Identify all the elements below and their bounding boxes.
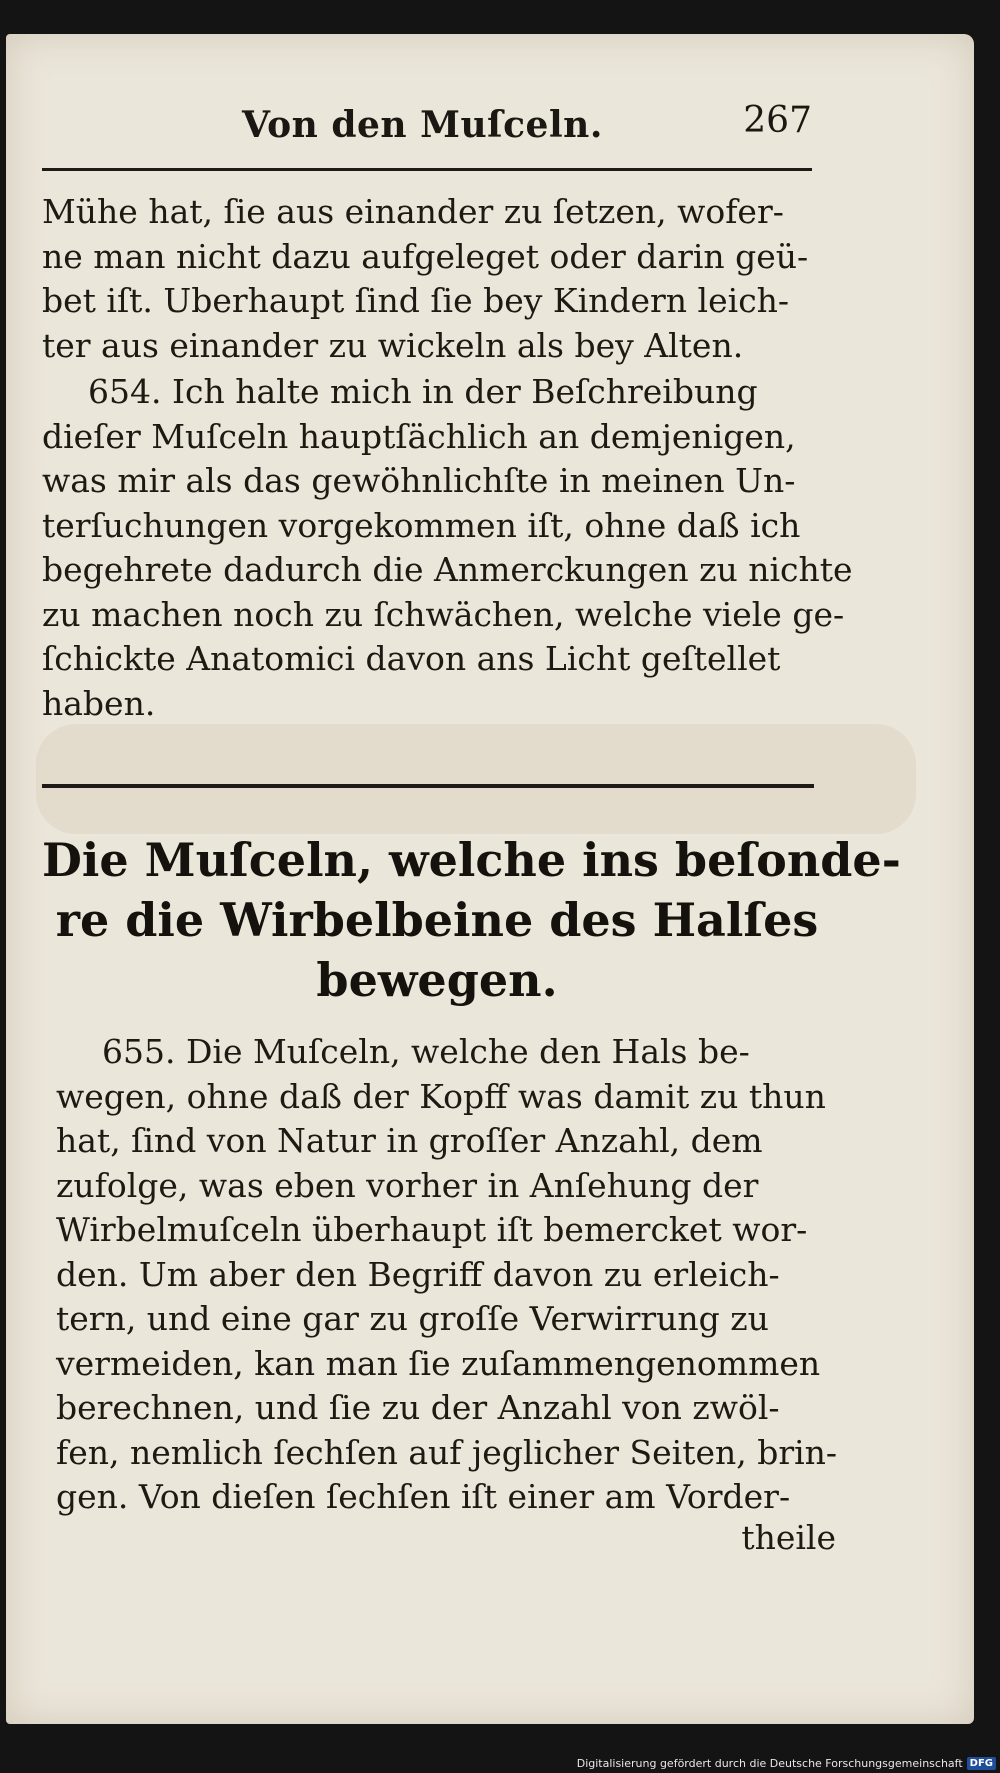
dfg-logo-icon: DFG [967, 1757, 996, 1770]
paragraph-655 [56, 1030, 838, 1520]
text-line: was mir als das gewöhnlichſte in meinen Un- [42, 461, 796, 500]
text-line: terſuchungen vorgekommen iſt, ohne daß ich [42, 505, 801, 545]
catchword: theile [741, 1518, 836, 1557]
running-head [42, 100, 812, 160]
footer-credit [577, 1755, 996, 1771]
text-line: Wirbelmuſceln überhaupt iſt bemercket wor- [56, 1210, 808, 1249]
page-number: 267 [743, 100, 812, 141]
paragraph-continuation [42, 190, 814, 368]
running-head-title: Von den Muſceln. [242, 104, 603, 146]
heading-line: bewegen. [316, 953, 558, 1007]
heading-line: re die Wirbelbeine des Halſes [55, 893, 819, 947]
text-line: ne man nicht dazu aufgeleget oder darin geü- [42, 236, 809, 276]
heading-line: Die Muſceln, welche ins beſonde- [42, 833, 901, 887]
text-line: ter aus einander zu wickeln als bey Alten. [42, 325, 744, 365]
text-line: zufolge, was eben vorher in Anſehung der [56, 1165, 759, 1205]
text-line: haben. [42, 683, 156, 723]
text-line: begehrete dadurch die Anmerckungen zu nichte [42, 550, 853, 589]
section-rule [42, 784, 814, 788]
text-line: 655. Die Muſceln, welche den Hals be- [102, 1032, 750, 1071]
text-line: zu machen noch zu ſchwächen, welche viele ge- [42, 594, 845, 634]
text-line: berechnen, und ſie zu der Anzahl von zwöl- [56, 1388, 780, 1427]
text-line: fen, nemlich ſechſen auf jeglicher Seiten, brin- [56, 1432, 838, 1472]
text-line: 654. Ich halte mich in der Beſchreibung [88, 372, 758, 411]
text-line: wegen, ohne daß der Kopff was damit zu thun [56, 1076, 826, 1116]
section-heading [42, 830, 901, 1010]
paper-stain [36, 724, 916, 834]
text-line: den. Um aber den Begriff davon zu erleich- [56, 1254, 780, 1294]
text-line: Mühe hat, ſie aus einander zu ſetzen, wofer- [42, 192, 784, 231]
text-line: hat, ſind von Natur in groſſer Anzahl, dem [56, 1121, 763, 1160]
text-line: dieſer Muſceln hauptſächlich an demjenigen, [42, 416, 796, 456]
header-rule [42, 168, 812, 171]
text-line: vermeiden, kan man ſie zuſammengenommen [56, 1343, 821, 1383]
text-line: ſchickte Anatomici davon ans Licht geſtellet [42, 639, 781, 678]
paragraph-654 [42, 370, 853, 726]
text-line: bet iſt. Uberhaupt ſind ſie bey Kindern leich- [42, 281, 790, 320]
text-line: gen. Von dieſen ſechſen iſt einer am Vorder- [56, 1477, 791, 1516]
text-line: tern, und eine gar zu groſſe Verwirrung zu [56, 1299, 769, 1338]
footer-credit-text: Digitalisierung gefördert durch die Deutsche Forschungsgemeinschaft [576, 1756, 963, 1770]
